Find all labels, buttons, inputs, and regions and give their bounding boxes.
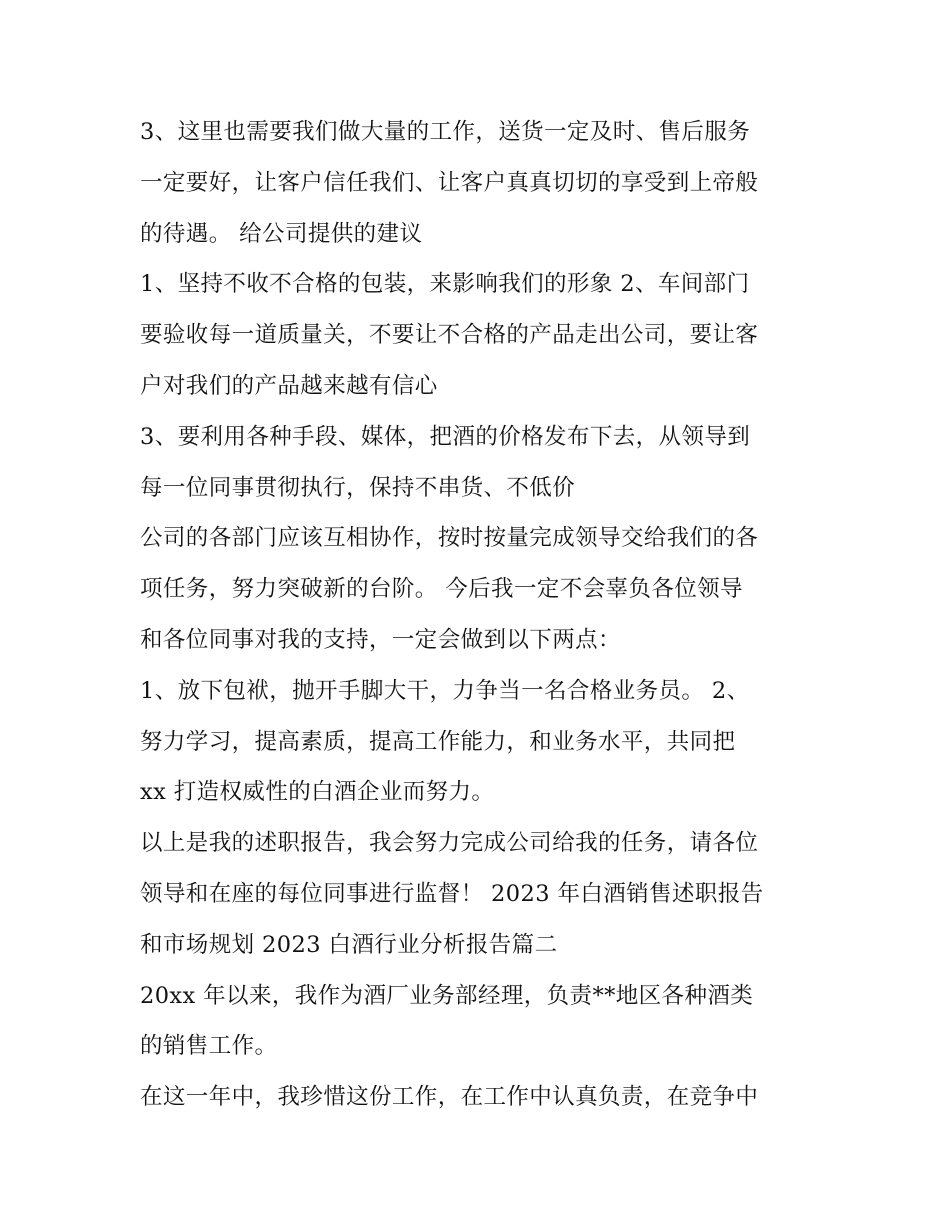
text-line: 项任务，努力突破新的台阶。 今后我一定不会辜负各位领导: [140, 576, 743, 603]
text-line: 和各位同事对我的支持，一定会做到以下两点：: [140, 626, 621, 653]
text-line: 户对我们的产品越来越有信心: [140, 372, 438, 399]
text-line: 要验收每一道质量关，不要让不合格的产品走出公司，要让客: [140, 322, 759, 349]
text-line: 领导和在座的每位同事进行监督！ 2023 年白酒销售述职报告: [140, 880, 764, 907]
text-line: 20xx 年以来，我作为酒厂业务部经理，负责**地区各种酒类: [140, 982, 754, 1009]
text-line: 和市场规划 2023 白酒行业分析报告篇二: [140, 931, 558, 958]
text-line: 公司的各部门应该互相协作，按时按量完成领导交给我们的各: [140, 525, 759, 552]
text-line: 每一位同事贯彻执行，保持不串货、不低价: [140, 474, 576, 501]
text-line: 以上是我的述职报告，我会努力完成公司给我的任务，请各位: [140, 830, 759, 857]
text-line: xx 打造权威性的白酒企业而努力。: [140, 779, 495, 806]
text-line: 1、放下包袱，抛开手脚大干，力争当一名合格业务员。 2、: [140, 677, 750, 704]
text-line: 的待遇。 给公司提供的建议: [140, 220, 423, 247]
text-line: 3、这里也需要我们做大量的工作，送货一定及时、售后服务: [140, 119, 751, 145]
text-line: 3、要利用各种手段、媒体，把酒的价格发布下去，从领导到: [140, 423, 751, 450]
document-body: [140, 107, 820, 1123]
text-line: 在这一年中，我珍惜这份工作，在工作中认真负责，在竞争中: [140, 1084, 759, 1111]
text-line: 的销售工作。: [140, 1033, 278, 1060]
text-line: 一定要好，让客户信任我们、让客户真真切切的享受到上帝般: [140, 169, 759, 196]
text-line: 1、坚持不收不合格的包装，来影响我们的形象 2、车间部门: [140, 271, 750, 298]
text-line: 努力学习，提高素质，提高工作能力，和业务水平，共同把: [140, 728, 736, 755]
